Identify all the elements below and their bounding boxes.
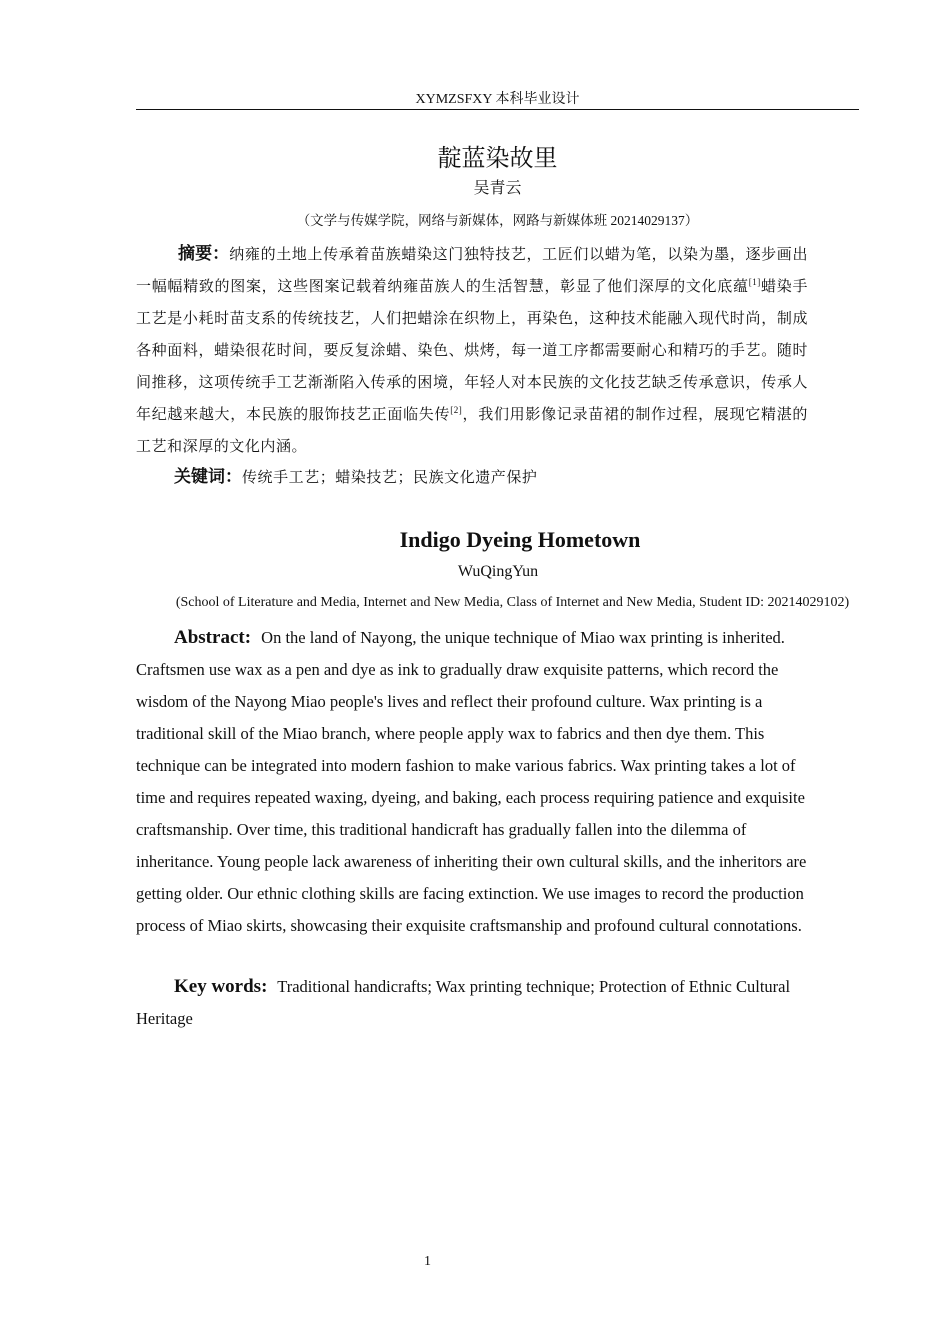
english-keywords-text: Traditional handicrafts; Wax printing technique; Protection of Ethnic Cultural Heritage [136, 977, 791, 1028]
header-rule [136, 109, 859, 110]
chinese-abstract-label: 摘要： [178, 244, 230, 264]
chinese-author: 吴青云 [473, 180, 522, 197]
citation-1: [1] [748, 277, 761, 287]
chinese-title: 靛蓝染故里 [437, 144, 558, 172]
english-abstract-label: Abstract: [174, 627, 252, 648]
chinese-abstract-text-1: 纳雍的土地上传承着苗族蜡染这门独特技艺，工匠们以蜡为笔，以染为墨，逐步画出一幅幅精致的图案，这些图案记载着纳雍苗族人的生活智慧，彰显了他们深厚的文化底蕴 [136, 247, 808, 295]
english-affiliation: (School of Literature and Media, Internet and New Media, Class of Internet and New Media, Student ID: 20214029102) [175, 595, 850, 610]
chinese-keywords [174, 463, 537, 492]
chinese-abstract [136, 238, 808, 463]
english-title: Indigo Dyeing Hometown [399, 527, 641, 552]
chinese-keywords-label: 关键词： [174, 467, 242, 487]
running-header: XYMZSFXY 本科毕业设计 [415, 92, 580, 107]
english-abstract [136, 622, 808, 942]
chinese-abstract-text-2: 蜡染手工艺是小耗时苗支系的传统技艺，人们把蜡涂在织物上，再染色，这种技术能融入现代时尚，制成各种面料，蜡染很花时间，要反复涂蜡、染色、烘烤，每一道工序都需要耐心和精巧的手艺。随时间推移，这项传统手工艺渐渐陷入传承的困境，年轻人对本民族的文化技艺缺乏传承意识，传承人年纪越来越大，本民族的服饰技艺正面临失传 [136, 279, 808, 423]
english-author: WuQingYun [457, 563, 539, 580]
english-keywords-label: Key words: [174, 976, 268, 997]
page-number: 1 [424, 1254, 431, 1269]
chinese-abstract-text-3: ，我们用影像记录苗裙的制作过程，展现它精湛的工艺和深厚的文化内涵。 [136, 407, 808, 455]
citation-2: [2] [450, 405, 463, 415]
chinese-keywords-text: 传统手工艺；蜡染技艺；民族文化遗产保护 [242, 470, 538, 486]
chinese-affiliation: （文学与传媒学院，网络与新媒体，网路与新媒体班 20214029137） [296, 213, 699, 228]
english-abstract-text: On the land of Nayong, the unique technique of Miao wax printing is inherited. Craftsmen use wax as a pen and dye as ink to gradually draw exquisite patterns, which record the wisdom of the Nayong Miao people's lives and reflect their profound culture. Wax printing is a traditional skill of the Miao branch, where people apply wax to fabrics and then dye them. This technique can be integrated into modern fashion to make various fabrics. Wax printing takes a lot of time and requires repeated waxing, dyeing, and baking, each process requiring patience and exquisite craftsmanship. Over time, this traditional handicraft has gradually fallen into the dilemma of inheritance. Young people lack awareness of inheriting their own cultural skills, and the inheritors are getting older. Our ethnic clothing skills are facing extinction. We use images to record the production process of Miao skirts, showcasing their exquisite craftsmanship and profound cultural connotations. [136, 628, 807, 935]
english-keywords [136, 971, 808, 1035]
